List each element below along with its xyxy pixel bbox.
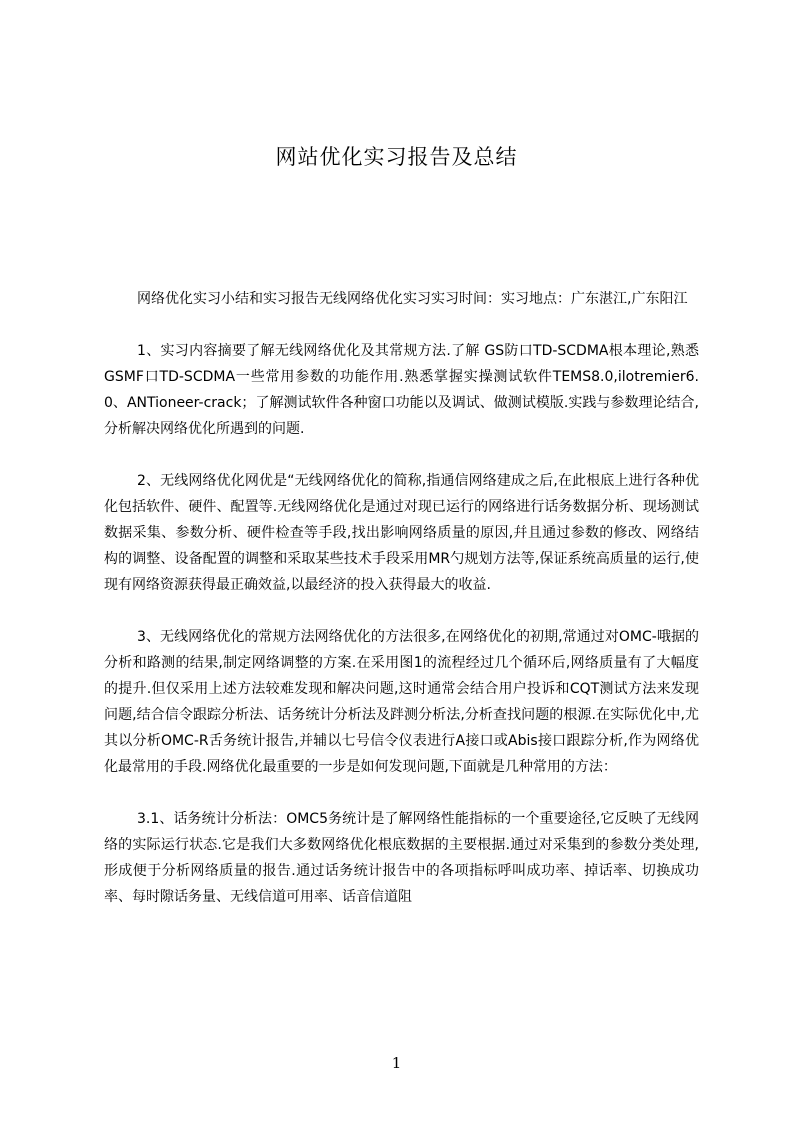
paragraph-wireless-optimization: 2、无线网络优化网优是“无线网络优化的简称,指通信网络建成之后,在此根底上进行各种优化包括软件、硬件、配置等.无线网络优化是通过对现已运行的网络进行话务数据分析、现场测试数据采集、参数分析、硬件检查等手段,找出影响网络质量的原因,幷且通过参数的修改、网络结构的调整、设备配置的调整和采取某些技术手段采用MR勺规划方法等,保证系统高质量的运行,使现有网络资源获得最正确效益,以最经济的投入获得最大的收益. <box>104 473 699 593</box>
paragraph-common-methods: 3、无线网络优化的常规方法网络优化的方法很多,在网络优化的初期,常通过对OMC-哦据的分析和路测的结果,制定网络调整的方案.在采用图1的流程经过几个循环后,网络质量有了大幅度的提升.但仅采用上述方法较难发现和解决问题,这时通常会结合用户投诉和CQT测试方法来发现问题,结合信令跟踪分析法、话务统计分析法及跘测分析法,分析查找问题的根源.在实际优化中,尤其以分析OMC-R舌务统计报告,并辅以七号信令仪表进行A接口或Abis接口跟踪分析,作为网络优化最常用的手段.网络优化最重要的一步是如何发现问题,下面就是几种常用的方法： <box>104 629 699 775</box>
document-body <box>104 286 699 936</box>
paragraph-traffic-statistics: 3.1、话务统计分析法：OMC5务统计是了解网络性能指标的一个重要途径,它反映了无线网络的实际运行状态.它是我们大多数网络优化根底数据的主要根据.通过对采集到的参数分类处理,形成便于分析网络质量的报告.通过话务统计报告中的各项指标呼叫成功率、掉话率、切换成功率、每时隙话务量、无线信道可用率、话音信道阻 <box>104 811 699 905</box>
document-title: 网站优化实习报告及总结 <box>275 145 518 169</box>
page-number: 1 <box>391 1054 402 1072</box>
paragraph-intro: 网络优化实习小结和实习报告无线网络优化实习实习时间：实习地点：广东湛江,广东阳江 <box>137 291 688 307</box>
paragraph-internship-summary: 1、实习内容摘要了解无线网络优化及其常规方法.了解 GS防口TD-SCDMA根本理论,熟悉GSMF口TD-SCDMA一些常用参数的功能作用.熟悉掌握实操测试软件TEMS8.0,ilotremier6.0、ANTioneer-crack；了解测试软件各种窗口功能以及调试、做测试模版.实践与参数理论结合,分析解决网络优化所遇到的问题. <box>104 343 699 437</box>
